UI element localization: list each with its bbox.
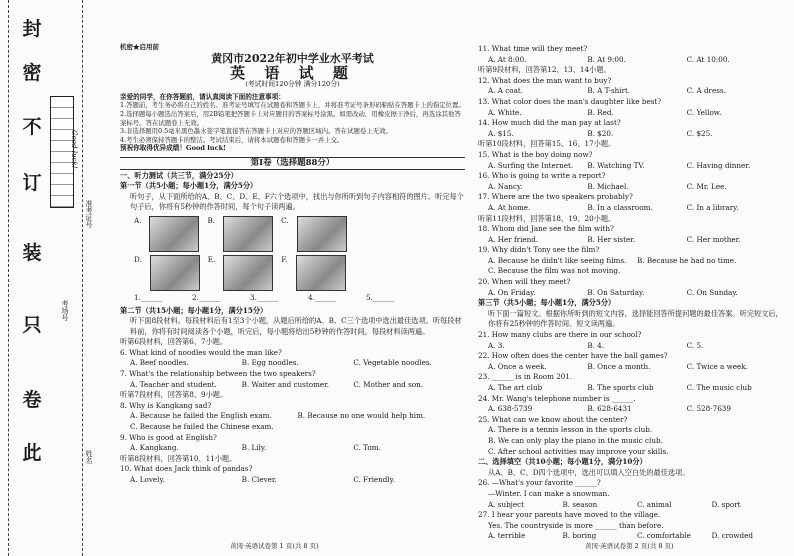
pic-label: B. [207, 215, 216, 225]
seal-char: 此 [22, 442, 42, 464]
option-row [478, 108, 786, 119]
option: B. Lily. [241, 443, 267, 453]
seal-char: 卷 [22, 389, 42, 411]
notice-item: 1.答题前，考生务必将自己的姓名、准考证号填写在试题卷和答题卡上，并将准考证号条形码粘贴在答题卡上的指定位置。 [120, 101, 465, 110]
listening-picture [149, 216, 199, 252]
option: A. Surfing the Internet. [488, 160, 574, 170]
strip-label: 准考证号 [85, 200, 93, 228]
pic-label: F. [281, 254, 288, 264]
option: A. At 8:00. [488, 54, 527, 64]
option: C. The music club [686, 383, 752, 392]
section-title: 第三节（共5小题；每小题1分，满分5分） [478, 298, 616, 308]
option: A. 3. [488, 340, 505, 350]
material-note: 听第11段材料，回答第18、19、20小题。 [478, 213, 616, 223]
option-row [478, 362, 786, 373]
answer-blank: 3.______ [250, 292, 279, 302]
question-stem: 8. Why is Kangkang sad? [120, 400, 212, 410]
option: C. Mother and son. [353, 379, 424, 389]
question-stem: 27. I hear your parents have moved to the village. [478, 510, 661, 520]
question-stem: 13. What color does the man's daughter like best? [478, 96, 662, 106]
notice-item: 2.选择题每小题选出答案后，用2B铅笔把答题卡上对应题目的答案标号涂黑。如需改动，用橡皮擦干净后，再选涂其他答案标号。答在试题卷上无效。 [120, 109, 461, 127]
option-row [120, 411, 465, 422]
option: A. White. [488, 107, 522, 117]
option: B. At 9:00. [587, 54, 626, 64]
pic-label: D. [134, 254, 142, 264]
answer-blank: 5.______ [366, 292, 395, 302]
option: B. Once a month. [587, 361, 651, 371]
option: A. At home. [488, 202, 531, 212]
question-stem: 7. What's the relationship between the two speakers? [120, 369, 316, 379]
material-note: 听第6段材料，回答第6、7小题。 [120, 337, 228, 347]
page-footer: 黄冈·英语试卷第 1 页(共 8 页) [230, 542, 319, 550]
option: C. Twice a week. [686, 361, 748, 371]
option: B. 4. [587, 340, 605, 350]
option: A. A coat. [488, 86, 524, 96]
option-row [478, 86, 786, 97]
option: A. Nancy. [488, 181, 523, 191]
option: B. The sports club [587, 383, 654, 392]
option: C. 5. [686, 340, 704, 350]
listening-picture [297, 216, 347, 252]
option: C. Having dinner. [686, 160, 751, 170]
section-title: 二、选择填空（共10小题；每小题1分，满分10分） [478, 457, 647, 467]
option: A. $15. [488, 128, 514, 138]
section-title: 第二节（共15小题；每小题1分，满分15分） [120, 305, 268, 315]
option: C. A dress. [686, 86, 726, 96]
question-stem: 18. Whom did Jane see the film with? [478, 224, 614, 234]
question-stem: 23. ______ is in Room 201. [478, 372, 573, 382]
seal-char: 订 [22, 172, 42, 194]
option: A. Kangkang. [130, 443, 179, 453]
option-row [478, 288, 786, 299]
option: C. Mr. Lee. [686, 181, 727, 191]
option-line: A. There is a tennis lesson in the sports club. [488, 425, 653, 435]
option-row [478, 500, 786, 511]
answer-blank: 4.______ [308, 292, 337, 302]
secret-mark: 机密★启用前 [120, 43, 159, 51]
option-row [120, 358, 465, 369]
question-stem: 11. What time will they meet? [478, 44, 588, 53]
option: D. sport [711, 499, 741, 509]
option: B. Waiter and customer. [241, 379, 330, 389]
option: B. Egg noodles. [241, 358, 299, 368]
question-stem: 19. Why didn't Tony see the film? [478, 245, 600, 255]
listening-picture [223, 216, 273, 252]
material-note: 听第7段材料，回答第8、9小题。 [120, 390, 228, 400]
option: C. Vegetable noodles. [353, 358, 432, 368]
option-row [120, 380, 465, 391]
option-line: C. Because he failed the Chinese exam. [130, 422, 274, 432]
option: B. Watching TV. [587, 160, 645, 170]
option: B. Michael. [587, 181, 629, 191]
option-row [478, 383, 786, 394]
option-row [478, 404, 786, 415]
option-line: C. Because the film was not moving. [488, 266, 621, 276]
pic-label: A. [134, 215, 142, 225]
option: C. On Sunday. [686, 287, 738, 297]
option: B. A T-shirt. [587, 86, 631, 96]
option: B. Because no one would help him. [297, 411, 426, 421]
strip-label: 考场号 [61, 300, 69, 321]
option-line: Yes. The countryside is more ______ than before. [488, 520, 664, 530]
exam-title: 黄冈市2022年初中学业水平考试 [211, 52, 374, 65]
option: C. 528-7639 [686, 404, 731, 414]
question-stem: 26. —What's your favorite ______? [478, 478, 601, 488]
option: C. $25. [686, 128, 713, 138]
listening-picture [296, 255, 346, 291]
option: C. Friendly. [353, 475, 396, 484]
option: A. 638-5739 [488, 404, 533, 414]
option: A. subject [488, 499, 525, 509]
answer-blank: 2.______ [192, 292, 221, 302]
option: B. season [562, 499, 598, 509]
seal-char: 只 [22, 314, 42, 336]
option-row [120, 475, 465, 486]
question-stem: 17. Where are the two speakers probably? [478, 192, 633, 202]
section-desc: 从A、B、C、D四个选项中，选出可以填入空白处的最佳选项。 [488, 467, 690, 477]
option: A. Because he failed the English exam. [130, 411, 272, 421]
option: A. Once a week. [488, 361, 547, 371]
answer-blanks [134, 293, 465, 304]
pic-label: E. [207, 254, 216, 264]
option: A. terrible [488, 531, 526, 541]
strip-label: 姓名 [85, 450, 93, 464]
time-score: (考试时间120分钟 满分120分) [245, 80, 340, 89]
option: A. Because he didn't like seeing films. [488, 255, 627, 265]
option-row [478, 182, 786, 193]
question-stem: 25. What can we know about the center? [478, 414, 628, 424]
question-stem: 21. How many clubs are there in our school? [478, 330, 642, 340]
option: C. Tom. [353, 443, 381, 453]
option: C. comfortable [637, 531, 691, 541]
option: C. Yellow. [686, 107, 722, 117]
option-row [478, 55, 786, 66]
listening-picture [150, 255, 200, 291]
notice-intro: 亲爱的同学，在你答题前，请认真阅读下面的注意事项： [120, 92, 285, 101]
notice-item: 3.非选择题用0.5毫米黑色墨水签字笔直接答在答题卡上对应的答题区域内。答在试题卷上无效。 [120, 127, 392, 136]
question-stem: 12. What does the man want to buy? [478, 75, 612, 85]
seal-char: 不 [22, 116, 42, 138]
section-desc: 听句子，从下面所给的A、B、C、D、E、F六个选项中，找出与你所听到句子内容相符的图片。听完每个句子后，你将有5秒钟的作答时间，每个句子读两遍。 [130, 191, 464, 212]
question-stem: 20. When will they meet? [478, 277, 571, 287]
option: B. $20. [587, 128, 614, 138]
good-luck-text: Good luck! [70, 130, 78, 169]
option: B. boring [562, 531, 597, 541]
pic-label: C. [281, 215, 289, 225]
option-row [478, 129, 786, 140]
picture-row [134, 255, 465, 291]
subject-title: 英 语 试 题 [230, 63, 355, 82]
option-row [120, 443, 465, 454]
section-title: 第一节（共5小题；每小题1分，满分5分） [120, 181, 258, 191]
left-column [120, 40, 465, 486]
answer-blank: 1.______ [134, 292, 163, 302]
binding-line [82, 0, 83, 556]
notice-item: 4.考生必须保持答题卡的整洁。考试结束后，请将本试题卷和答题卡一并上交。 [120, 135, 344, 144]
option-line: C. After school activities may improve your skills. [488, 446, 669, 456]
right-questions [478, 44, 786, 542]
option: B. Clever. [241, 475, 277, 484]
option-line: B. We can only play the piano in the music club. [488, 435, 663, 445]
option-row [478, 235, 786, 246]
binding-line [8, 0, 9, 556]
question-stem: 14. How much did the man pay at last? [478, 118, 621, 128]
option: C. In a library. [686, 202, 739, 212]
material-note: 听第10段材料，回答第15、16、17小题。 [478, 139, 616, 149]
option-row [478, 203, 786, 214]
section-desc: 听下面一篇短文。根据你所听到的短文内容，选择能回答所提问题的最佳答案。听完短文后，你将有25秒钟的作答时间。短文读两遍。 [488, 308, 783, 329]
option-row [478, 161, 786, 172]
left-questions [120, 348, 465, 486]
seal-char: 装 [22, 242, 42, 264]
option: A. The art club [488, 383, 543, 392]
question-stem: 22. How often does the center have the ball games? [478, 351, 668, 361]
option: B. 628-6431 [587, 404, 632, 414]
option: A. Teacher and student. [130, 379, 217, 389]
option: B. Red. [587, 107, 614, 117]
question-stem: 15. What is the boy doing now? [478, 149, 593, 159]
material-note: 听第8段材料，回答第10、11小题。 [120, 453, 237, 463]
option: A. On Friday. [488, 287, 536, 297]
volume-heading: 第Ⅰ卷（选择题88分） [120, 157, 465, 170]
question-stem: 6. What kind of noodles would the man like? [120, 347, 282, 357]
option: C. animal [637, 499, 672, 509]
notice-wish: 预祝你取得优异成绩！Good luck! [120, 144, 227, 153]
option: B. Her sister. [587, 234, 636, 244]
part-title: 一、听力测试（共三节，满分25分） [120, 170, 238, 180]
option-row [478, 341, 786, 352]
option: A. Beef noodles. [130, 358, 189, 368]
option: A. Lovely. [130, 475, 165, 484]
option: B. Because he had no time. [637, 255, 737, 265]
binding-strip [0, 0, 93, 556]
option: D. crowded [711, 531, 753, 541]
question-stem: 10. What does Jack think of pandas? [120, 464, 253, 474]
section-desc: 听下面8段材料。每段材料后有1至3个小题，从题后所给的A、B、C三个选项中选出最佳选项。听每段材料前，你将有时间阅读各个小题，听完后，每小题将给出5秒钟的作答时间。每段材料读两遍。 [130, 316, 462, 336]
page-footer: 黄冈·英语试卷第 2 页(共 8 页) [585, 542, 674, 550]
picture-row [134, 216, 465, 252]
question-stem: 24. Mr. Wang's telephone number is ______. [478, 393, 636, 403]
question-stem: 16. Who is going to write a report? [478, 171, 606, 181]
seal-char: 封 [22, 18, 42, 40]
option: A. Her friend. [488, 234, 539, 244]
right-column [478, 44, 786, 542]
option: B. On Saturday. [587, 287, 645, 297]
seal-char: 密 [22, 62, 42, 84]
option: C. At 10:00. [686, 54, 730, 64]
material-note: 听第9段材料，回答第12、13、14小题。 [478, 65, 611, 75]
option: B. In a classroom. [587, 202, 653, 212]
notice-block [120, 93, 465, 153]
option-line: —Winter. I can make a snowman. [488, 488, 610, 498]
listening-picture [223, 255, 273, 291]
option-row [478, 256, 786, 267]
question-stem: 9. Who is good at English? [120, 432, 217, 442]
option: C. Her mother. [686, 234, 741, 244]
